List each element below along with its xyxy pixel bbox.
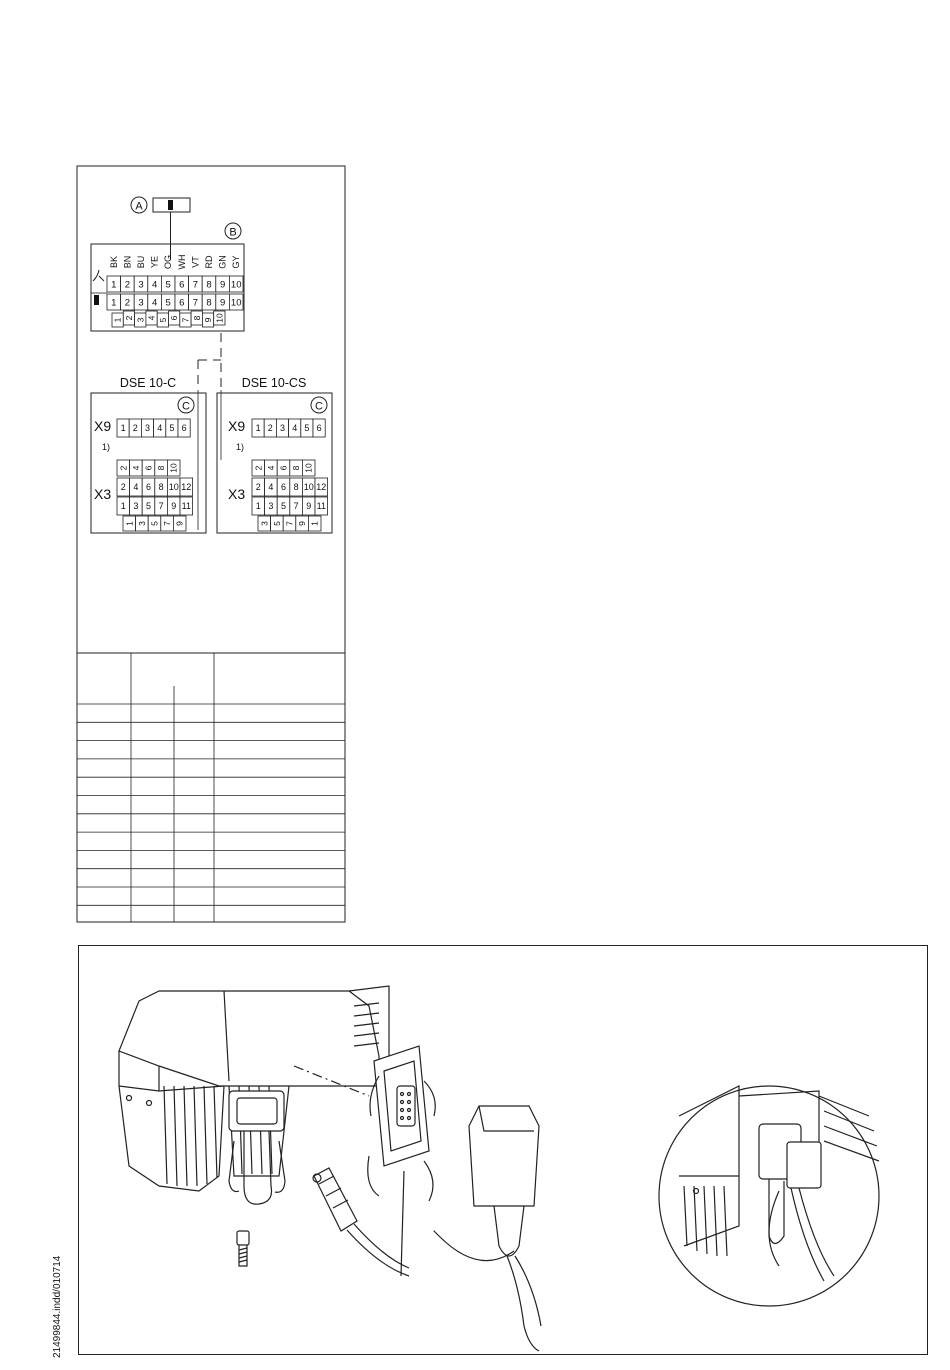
dse10cs-x3-top-8 — [290, 460, 303, 476]
dse10c-x3-bot-7-label: 7 — [162, 521, 173, 526]
plug-ext-pin-4-label: 4 — [146, 315, 157, 321]
plug-ext-pin-3-label: 3 — [135, 317, 146, 323]
dse10cs-callout-c-label: C — [315, 400, 323, 413]
dse10c-x3-odd-1 — [117, 497, 130, 515]
dse10c-x3-even-6 — [142, 478, 155, 496]
plug-pin-2-label: 2 — [124, 297, 131, 309]
plug-pin-3 — [134, 294, 148, 310]
socket-pin-4-label: 4 — [151, 279, 158, 291]
dse10cs-x3-bot-1 — [308, 516, 321, 531]
dse10cs-x3-odd-11-label: 11 — [316, 501, 326, 512]
plug-ext-pin-9-label: 9 — [203, 317, 214, 323]
dse10cs-x9-pin-4-label: 4 — [292, 423, 298, 434]
dse10cs-x3-top-4 — [265, 460, 278, 476]
dse10cs-x9-pin-4 — [289, 419, 301, 437]
callout-a-label: A — [135, 200, 143, 213]
dse10c-x3-top-8-label: 8 — [156, 465, 167, 471]
wire-color-labels — [109, 255, 241, 270]
dse10c-x3-even-8-label: 8 — [158, 482, 164, 493]
dse10c-x3-even-6-label: 6 — [145, 482, 152, 493]
dse10c-x9-label: X9 — [94, 418, 112, 434]
plug-pin-8-label: 8 — [206, 297, 212, 309]
dse10cs-x3-odd-9-label: 9 — [306, 501, 312, 512]
plug-pin-7 — [189, 294, 203, 310]
dse10cs-x9-label: X9 — [228, 418, 246, 434]
socket-pin-10 — [229, 276, 243, 292]
plug-ext-pin-6-label: 6 — [169, 315, 180, 321]
dse10c-x9-pin-1-label: 1 — [120, 423, 126, 434]
dse10c-x3-odd-3-label: 3 — [133, 501, 139, 512]
dse10cs-callout-c — [311, 397, 327, 413]
callout-b — [225, 223, 241, 239]
dse10cs-x3-bot-3 — [258, 516, 271, 531]
dse10c-x3-top-10-label: 10 — [168, 463, 179, 473]
dse10c-x3-odd-5 — [142, 497, 155, 515]
dse10cs-x9-pin-1-label: 1 — [255, 423, 261, 434]
dse10c-x3-bot-5 — [148, 516, 161, 531]
dse10cs-x3-top-8-label: 8 — [291, 465, 302, 471]
dse10c-x3-bot-1 — [123, 516, 136, 531]
socket-pin-row — [107, 276, 243, 292]
dse10c-x3-top-6-label: 6 — [143, 465, 154, 471]
dse10c-x3-top-2 — [117, 460, 130, 476]
dse10c-x9-pin-4-label: 4 — [157, 423, 163, 434]
plug-marker-bar — [168, 200, 173, 210]
mounted-connector — [229, 1091, 285, 1204]
wire-color-bk: BK — [108, 255, 119, 269]
socket-pin-7 — [189, 276, 203, 292]
dse10cs-x9-terminals — [252, 419, 325, 437]
dse10cs-x3-bot-9-label: 9 — [297, 521, 308, 526]
document-code: 21499844.indd/010714 — [52, 1255, 63, 1358]
dse10c-x3-odd-1-label: 1 — [120, 501, 126, 512]
dse10cs-x3-even-2-label: 2 — [255, 482, 261, 493]
dse10cs-x3-even-4-label: 4 — [268, 482, 274, 493]
callout-a — [131, 197, 147, 213]
dse10cs-x9-pin-6 — [313, 419, 325, 437]
dse10c-x9-terminals — [117, 419, 190, 437]
socket-pin-3 — [134, 276, 148, 292]
wire-color-ye: YE — [149, 255, 160, 269]
dse10cs-x3-odd-3-label: 3 — [268, 501, 274, 512]
socket-pin-5 — [161, 276, 175, 292]
plug-pin-6 — [175, 294, 189, 310]
dse10cs-x3-even-2 — [252, 478, 265, 496]
dse10c-x3-even-12-label: 12 — [181, 482, 192, 493]
plug-ext-pin-5 — [157, 313, 168, 327]
dse10cs-x9-pin-5-label: 5 — [304, 423, 310, 434]
dse10cs-x3-top-2-label: 2 — [253, 465, 264, 471]
socket-pin-8 — [202, 276, 216, 292]
dse10cs-x3-bot-7-label: 7 — [284, 521, 295, 526]
dse10cs-x3-bot-5 — [271, 516, 284, 531]
dse10cs-x3-bot-5-label: 5 — [271, 521, 282, 526]
dse10cs-x3-odd-1 — [252, 497, 265, 515]
socket-pin-2-label: 2 — [124, 279, 131, 291]
dse10c-footnote: 1) — [102, 442, 111, 452]
wire-color-vt: VT — [190, 256, 201, 268]
dse10c-x9-pin-4 — [154, 419, 166, 437]
dse10c-x3-odd-11-label: 11 — [181, 501, 191, 512]
dse10c-x3-even-2-label: 2 — [120, 482, 126, 493]
dse10c-x3-odd-9-label: 9 — [171, 501, 177, 512]
plug-ext-pin-7-label: 7 — [180, 317, 191, 323]
dse10cs-x3-bot-1-label: 1 — [309, 521, 320, 526]
dse10cs-x3-top-2 — [252, 460, 265, 476]
dse10cs-x3-even-6 — [277, 478, 290, 496]
dse10cs-x3-odd-5 — [277, 497, 290, 515]
socket-pin-9-label: 9 — [219, 279, 226, 291]
dse10c-x3-odd-7-label: 7 — [158, 501, 164, 512]
dse10c-x3-even-8 — [155, 478, 168, 496]
wire-color-bn: BN — [122, 255, 133, 269]
plug-pin-4 — [148, 294, 162, 310]
dse10cs-x9-pin-1 — [252, 419, 264, 437]
plug-ext-pin-2-label: 2 — [123, 315, 134, 321]
dse10cs-x3-bot-3-label: 3 — [259, 521, 270, 526]
socket-pin-8-label: 8 — [206, 279, 212, 291]
socket-pin-7-label: 7 — [192, 279, 199, 291]
callout-b-label: B — [229, 226, 237, 239]
plug-ext-pin-8-label: 8 — [191, 315, 202, 321]
cable-gland — [313, 1168, 409, 1276]
dse10c-x3-odd-3 — [130, 497, 143, 515]
plug-pin-5-label: 5 — [165, 297, 171, 309]
dse10c-x3-top-8 — [155, 460, 168, 476]
dse10c-x3-top-4-label: 4 — [130, 465, 141, 471]
dse10cs-x3-even-10-label: 10 — [303, 482, 314, 493]
plug-ext-pin-2 — [123, 311, 134, 325]
detail-view-circle — [659, 1086, 879, 1306]
dse10c-x3-top-6 — [142, 460, 155, 476]
socket-pin-9 — [216, 276, 230, 292]
plug-pin-5 — [161, 294, 175, 310]
dse10cs-x3-bot-9 — [296, 516, 309, 531]
socket-pin-6 — [175, 276, 189, 292]
plug-pin-6-label: 6 — [179, 297, 185, 309]
dse10cs-x3-top-6 — [277, 460, 290, 476]
dse10cs-x3-terminals — [252, 460, 328, 531]
dse10c-x3-even-4-label: 4 — [133, 482, 139, 493]
dse10cs-x3-top-10 — [302, 460, 315, 476]
dse10c-x3-odd-5-label: 5 — [145, 501, 152, 512]
socket-pin-1 — [107, 276, 121, 292]
dse10cs-x3-odd-5-label: 5 — [280, 501, 287, 512]
wire-color-wh: WH — [176, 254, 187, 270]
dse10c-x9-pin-6 — [178, 419, 190, 437]
dse10cs-x9-pin-3-label: 3 — [279, 423, 286, 434]
socket-pin-5-label: 5 — [165, 279, 171, 291]
dse10cs-x3-odd-7 — [290, 497, 303, 515]
dse10c-x3-top-10 — [167, 460, 180, 476]
installation-illustration-frame — [78, 945, 928, 1355]
dse10cs-x3-even-10 — [302, 478, 315, 496]
dse10cs-title: DSE 10-CS — [241, 376, 307, 390]
square-plug — [434, 1106, 541, 1351]
plug-pin-4-label: 4 — [151, 297, 158, 309]
plug-ext-pin-3 — [135, 313, 146, 327]
dse10cs-x3-bot-7 — [283, 516, 296, 531]
dse10c-x9-pin-3-label: 3 — [144, 423, 151, 434]
dse10cs-footnote: 1) — [236, 442, 245, 452]
wire-color-rd: RD — [204, 255, 214, 269]
dse10cs-x3-even-12 — [315, 478, 328, 496]
plug-pin-10 — [229, 294, 243, 310]
plug-ext-pin-7 — [180, 313, 191, 327]
dse10c-title: DSE 10-C — [119, 376, 177, 390]
dse10c-x3-odd-9 — [167, 497, 180, 515]
dse10c-x3-bot-3-label: 3 — [136, 521, 147, 526]
dse10c-x3-even-10-label: 10 — [168, 482, 179, 493]
dse10c-x9-pin-2 — [129, 419, 141, 437]
plug-ext-pin-9 — [202, 313, 213, 327]
dse10cs-x9-pin-3 — [276, 419, 288, 437]
dse10cs-x3-odd-9 — [302, 497, 315, 515]
empty-table — [77, 653, 345, 922]
wire-color-og: OG — [163, 254, 174, 270]
socket-pin-4 — [148, 276, 162, 292]
dse10cs-x3-top-10-label: 10 — [303, 463, 314, 473]
dse10cs-x9-pin-2 — [264, 419, 276, 437]
dse10c-x9-pin-5 — [166, 419, 178, 437]
dse10cs-x9-pin-2-label: 2 — [267, 423, 273, 434]
plug-ext-pin-5-label: 5 — [157, 317, 168, 323]
plug-ext-pin-10-label: 10 — [214, 313, 225, 323]
dse10c-x3-label: X3 — [94, 486, 112, 502]
dse10c-x3-bot-5-label: 5 — [149, 521, 160, 526]
dse10c-x3-even-4 — [130, 478, 143, 496]
socket-housing — [368, 1046, 436, 1276]
socket-pin-2 — [121, 276, 135, 292]
socket-pin-1-label: 1 — [111, 279, 117, 291]
dse10cs-x3-odd-3 — [265, 497, 278, 515]
dse10cs-x9-pin-5 — [301, 419, 313, 437]
plug-pin-7-label: 7 — [192, 297, 199, 309]
dse10c-x3-bot-3 — [136, 516, 149, 531]
dse10c-x3-even-2 — [117, 478, 130, 496]
dse10cs-x3-label: X3 — [228, 486, 246, 502]
dse10c-x3-even-10 — [167, 478, 180, 496]
plug-ext-pin-1-label: 1 — [112, 317, 123, 323]
wire-color-gy: GY — [231, 255, 242, 269]
plug-pin-1 — [107, 294, 121, 310]
dse10cs-x3-even-4 — [265, 478, 278, 496]
installation-illustration — [79, 946, 929, 1356]
dse10cs-x3-top-4-label: 4 — [265, 465, 276, 471]
dse10cs-x3-odd-1-label: 1 — [255, 501, 261, 512]
screw-icon — [237, 1231, 249, 1266]
dse10c-x3-bot-1-label: 1 — [124, 521, 135, 526]
dse10c-x9-pin-2-label: 2 — [132, 423, 138, 434]
dse10c-x3-odd-7 — [155, 497, 168, 515]
dse10c-x3-top-4 — [130, 460, 143, 476]
dse10c-x3-bot-9 — [173, 516, 186, 531]
dse10cs-x3-even-6-label: 6 — [280, 482, 287, 493]
plug-pin-ext-row — [112, 311, 225, 327]
plug-ext-pin-4 — [146, 311, 157, 325]
plug-symbol-icon — [94, 295, 99, 305]
plug-ext-pin-6 — [169, 311, 180, 325]
wire-color-bu: BU — [136, 255, 146, 269]
socket-pin-3-label: 3 — [138, 279, 144, 291]
plug-pin-10-label: 10 — [230, 297, 242, 309]
dse10c-x9-pin-5-label: 5 — [169, 423, 175, 434]
dse10c-x9-pin-6-label: 6 — [181, 423, 187, 434]
plug-pin-3-label: 3 — [138, 297, 144, 309]
dse10cs-x3-odd-7-label: 7 — [293, 501, 299, 512]
socket-pin-10-label: 10 — [230, 279, 242, 291]
plug-pin-1-label: 1 — [111, 297, 117, 309]
dse10cs-x3-top-6-label: 6 — [278, 465, 289, 471]
plug-ext-pin-10 — [214, 311, 225, 325]
dse10c-x3-bot-9-label: 9 — [174, 521, 185, 526]
plug-ext-pin-1 — [112, 313, 123, 327]
dse10c-x3-terminals — [117, 460, 193, 531]
plug-pin-row — [107, 294, 243, 310]
dse10c-x3-odd-11 — [180, 497, 193, 515]
plug-ext-pin-8 — [191, 311, 202, 325]
socket-symbol-icon — [93, 270, 104, 281]
dse10c-callout-c — [178, 397, 194, 413]
dse10c-x3-bot-7 — [161, 516, 174, 531]
socket-pin-6-label: 6 — [179, 279, 185, 291]
dse10cs-x3-even-12-label: 12 — [316, 482, 327, 493]
dse10c-x3-top-2-label: 2 — [118, 465, 129, 471]
dse10cs-x9-pin-6-label: 6 — [316, 423, 322, 434]
dse10c-callout-c-label: C — [182, 400, 190, 413]
dse10c-x9-pin-1 — [117, 419, 129, 437]
dse10cs-x3-odd-11 — [315, 497, 328, 515]
dse10cs-x3-even-8 — [290, 478, 303, 496]
plug-pin-9 — [216, 294, 230, 310]
dse10cs-x3-even-8-label: 8 — [293, 482, 299, 493]
dse10c-x9-pin-3 — [141, 419, 153, 437]
plug-pin-2 — [121, 294, 135, 310]
dse10c-x3-even-12 — [180, 478, 193, 496]
wire-color-gn: GN — [217, 255, 228, 269]
plug-pin-8 — [202, 294, 216, 310]
plug-pin-9-label: 9 — [219, 297, 226, 309]
